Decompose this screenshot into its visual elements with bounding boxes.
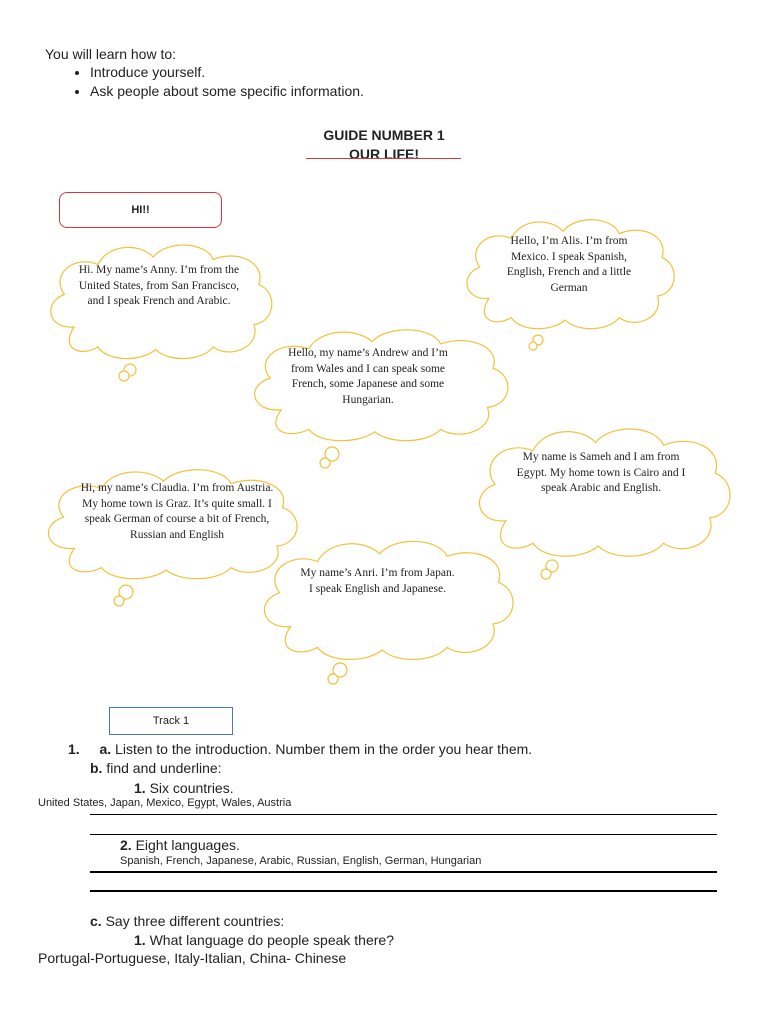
answer-line <box>90 871 717 873</box>
cloud-anri <box>264 541 513 684</box>
item-b1-number: 1. <box>134 780 146 796</box>
bubble-text-anri: My name’s Anri. I’m from Japan. I speak English and Japanese. <box>300 567 455 595</box>
intro-bullet: • Introduce yourself. <box>90 64 364 80</box>
answer-b2: Spanish, French, Japanese, Arabic, Russian, English, German, Hungarian <box>120 855 482 867</box>
exercise-b1 <box>134 780 234 796</box>
bubble-text-anny: Hi. My name’s Anny. I’m from the United States, from San Francisco, and I speak French and Arabic. <box>78 264 240 307</box>
track-label: Track 1 <box>152 715 190 727</box>
exercise-number: 1. <box>68 741 80 757</box>
bubble-text-alis: Hello, I’m Alis. I’m from Mexico. I speak Spanish, English, French and a little German <box>506 235 632 294</box>
exercise-c1 <box>134 932 394 948</box>
bubble-text-sameh: My name is Sameh and I am from Egypt. My home town is Cairo and I speak Arabic and English. <box>516 451 686 494</box>
answer-b1: United States, Japan, Mexico, Egypt, Wales, Austria <box>38 797 292 809</box>
intro-heading: You will learn how to: <box>45 46 177 62</box>
item-c1-number: 1. <box>134 932 146 948</box>
answer-c1: Portugal-Portuguese, Italy-Italian, China- Chinese <box>38 950 347 966</box>
item-c1-text: What language do people speak there? <box>145 932 394 948</box>
answer-line <box>90 814 717 815</box>
item-b2-number: 2. <box>120 837 132 853</box>
item-b1-text: Six countries. <box>145 780 234 796</box>
exercise-c <box>90 913 284 929</box>
item-b2-text: Eight languages. <box>131 837 240 853</box>
exercise-b <box>90 760 222 776</box>
exercise-b2 <box>120 837 240 853</box>
item-c-text: Say three different countries: <box>101 913 285 929</box>
answer-line <box>90 890 717 892</box>
item-b-letter: b. <box>90 760 103 776</box>
item-c-letter: c. <box>90 913 102 929</box>
item-a-text: Listen to the introduction. Number them in the order you hear them. <box>111 741 533 757</box>
bubble-text-andrew: Hello, my name’s Andrew and I’m from Wales and I can speak some French, some Japanese and some Hungarian. <box>288 347 448 406</box>
bubble-text-claudia: Hi, my name’s Claudia. I’m from Austria. My home town is Graz. It’s quite small. I speak German of course a bit of French, Russian and English <box>80 482 274 541</box>
guide-number: GUIDE NUMBER 1 <box>323 127 445 143</box>
guide-subtitle: OUR LIFE! <box>349 146 419 162</box>
item-b-text: find and underline: <box>102 760 222 776</box>
exercise-a <box>68 741 532 757</box>
hi-label: HI!! <box>131 204 150 216</box>
item-a-letter: a. <box>99 741 112 757</box>
answer-line <box>90 834 717 835</box>
intro-bullet: • Ask people about some specific information. <box>90 83 364 99</box>
track-label-box <box>109 707 233 735</box>
